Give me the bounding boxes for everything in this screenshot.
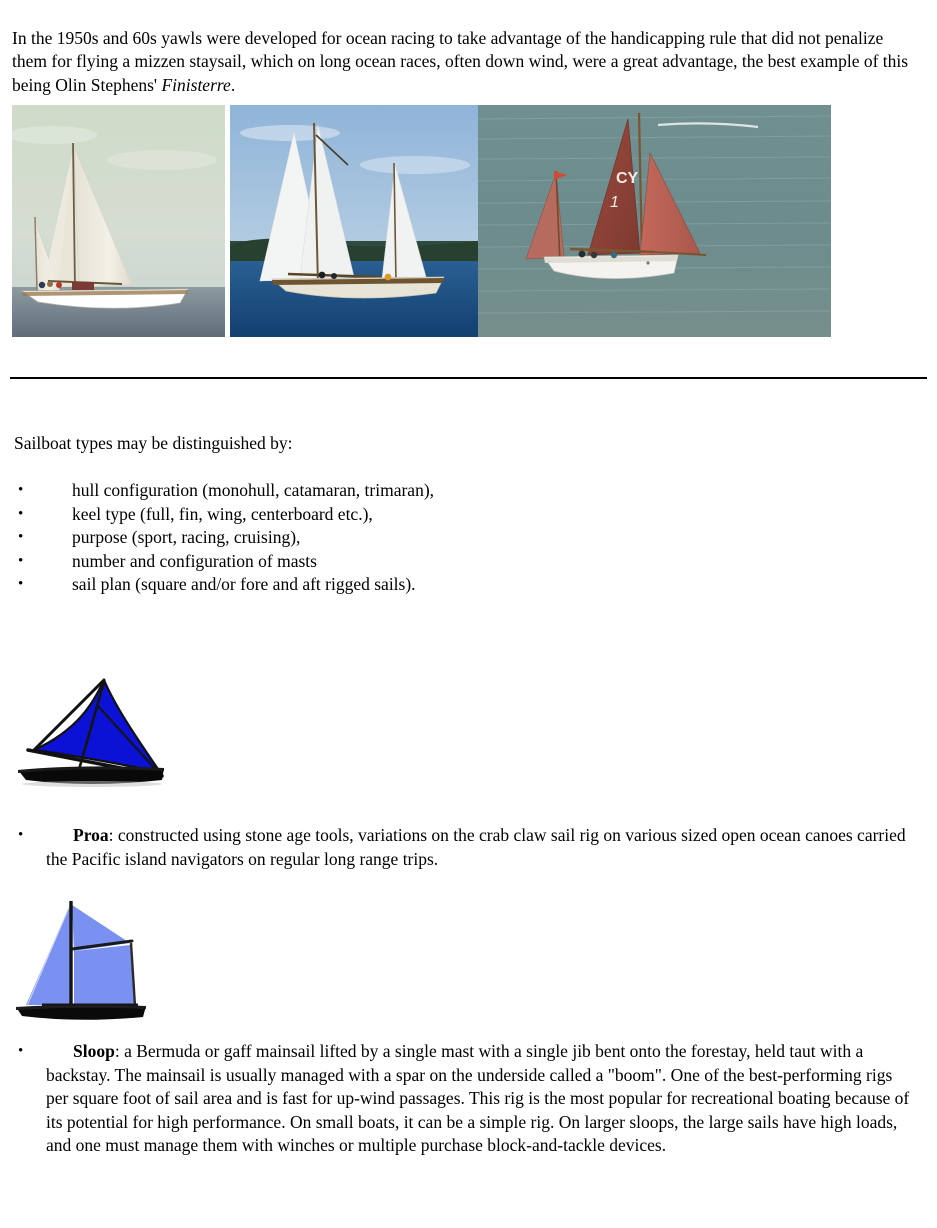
bullet-glyph: • [18,1043,24,1059]
intro-text-part-2: . [230,74,236,95]
rig-name-proa: Proa [73,825,109,845]
feature-label: purpose (sport, racing, cruising), [72,527,301,548]
sail-number-1: 1 [610,194,619,211]
feature-label: number and configuration of masts [72,550,317,571]
list-item [0,526,937,550]
bullet-glyph: • [18,505,24,522]
sloop-rig-diagram [12,893,152,1020]
list-item [0,479,937,503]
rig-separator: : [114,1041,125,1061]
list-item [0,550,937,574]
boat-name-finisterre: Finisterre [161,74,231,95]
rig-name-sloop: Sloop [73,1041,115,1061]
sail-number-cy: CY [616,170,639,187]
photo-yawl-cream-sails [12,105,225,337]
rig-description-text: constructed using stone age tools, variations on the crab claw sail rig on various sized open ocean canoes carried the Pacific island navigators on regular long range trips. [46,825,906,869]
distinguishing-features-list [0,479,937,597]
intro-paragraph [12,27,920,98]
bullet-glyph: • [18,576,24,593]
feature-label: hull configuration (monohull, catamaran, trimaran), [72,480,435,500]
proa-description-body [46,824,912,871]
list-item [0,503,937,527]
proa-rig-diagram [12,668,172,788]
rig-description-text: a Bermuda or gaff mainsail lifted by a single mast with a single jib bent onto the forestay, held taut with a backstay. The mainsail is usually managed with a spar on the underside called a "boom". One of the best-performing rigs per square foot of sail area and is fast for up-wind passages. This rig is the most popular for recreational boating because of its potential for high performance. On small boats, it can be a simple rig. On larger sloops, the large sails have high loads, and one must manage them with winches or multiple purchase block-and-tackle devices. [46,1041,910,1156]
lead-text: Sailboat types may be distinguished by: [14,433,293,453]
bullet-glyph: • [18,827,24,843]
proa-description [0,824,937,871]
photo-gaff-yawl-white-sails [230,105,478,337]
feature-label: keel type (full, fin, wing, centerboard etc.), [72,503,373,524]
rig-separator: : [108,825,118,845]
bullet-glyph: • [18,552,24,569]
photo-yawl-red-sails-cy1 [478,105,831,337]
section-divider [10,377,927,379]
sloop-description-body [46,1040,912,1158]
bullet-glyph: • [18,482,24,498]
bullet-glyph: • [18,529,24,546]
list-item [0,573,937,597]
intro-text-part-1: In the 1950s and 60s yawls were developed for ocean racing to take advantage of the handicapping rule that did not penalize them for flying a mizzen staysail, which on long ocean races, often down wind, were a great advantage, the best example of this being Olin Stephens' [12,27,909,95]
photo-strip [12,105,832,337]
feature-label: sail plan (square and/or fore and aft rigged sails). [72,574,416,595]
sloop-description [0,1040,937,1158]
